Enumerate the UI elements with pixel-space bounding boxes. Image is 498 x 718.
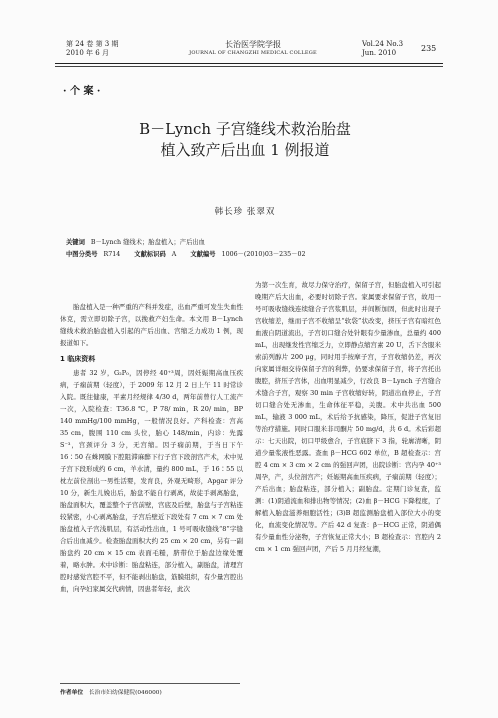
- clc-label: 中图分类号: [66, 251, 98, 258]
- section-heading: 1 临床资料: [60, 355, 96, 363]
- volume-info: [66, 40, 119, 58]
- issue-date-en: Jun. 2010: [362, 49, 397, 57]
- journal-name-cn: 长治医学院学报: [225, 40, 281, 49]
- clc-code: R714: [103, 251, 121, 258]
- keywords-label: 关键词: [66, 239, 85, 246]
- footnote: [60, 683, 240, 696]
- keywords: B－Lynch 缝线术；胎盘植入；产后出血: [90, 239, 205, 246]
- section-label: · 个 案 ·: [63, 86, 101, 97]
- page-number: 235: [421, 44, 437, 53]
- authors: 韩长珍 张翠双: [214, 207, 276, 217]
- keywords-row: [66, 237, 446, 249]
- title-line-2: 植入致产后出血 1 例报道: [160, 141, 330, 159]
- article-no: 1006－(2010)03－235－02: [221, 251, 306, 258]
- article-meta: [66, 237, 446, 261]
- doc-code-label: 文献标识码: [134, 251, 166, 258]
- issue-date: 2010 年 6 月: [66, 49, 109, 57]
- case-paragraph-continued: 为第一次生育，故尽力保守治疗，保留子宫，但胎盘植入可引起晚期产后大出血，必要时切除子宫。家属要求保留子宫，故用一号可吸收缝线连续缝合子宫浆肌层，并间断加固，但此时出现子宫收缩差，继而子宫不收缩呈“软袋”状改变，挤压子宫有暗红色血液自阴道流出，子宫切口缝合处针眼有少量渗血，总量约 400 mL，出现继发性宫缩乏力，立即静点缩宫素 20 U，舌下含服米索前列醇片 200 μg，同时用手按摩子宫，子宫收缩仍差，再次向家属详细交待保留子宫的利弊，仍要求保留子宫，将子宫托出腹腔，挤压子宫体，出血明显减少，行改良 B－Lynch 子宫缝合术缝合子宫，观察 30 min 子宫收缩好转，阴道出血停止，子宫切口缝合处无渗血，生命体征平稳，关腹。术中共出血 500 mL，输液 3 000 mL，术后给予抗感染，降压，促进子宫复旧等治疗措施。同时口服米非司酮片 50 mg/d，共 6 d。术后彩超示：七天出院，切口甲级愈合，子宫底脐下 3 指，轮廓清晰，阴道少量浆液性恶露。查血 β－HCG 602 单位，B 超检查示：宫腔 4 cm × 3 cm × 2 cm 的强回声团，出院诊断：宫内孕 40⁺³周孕，产，头位剖宫产；妊娠期高血压疾病，子痫前期（轻度）；产后出血；胎盘粘连，部分植入；副胎盘。定期门诊复查，监测：(1)阴道流血和排出物等情况；(2)血 β－HCG 下降程度，了解植入胎盘滋养细胞活性；(3)B 超监测胎盘植入部位大小的变化，血流变化情况等。产后 42 d 复查：β－HCG 正常，阴道偶有少量血性分泌物，子宫恢复正常大小；B 超检查示：宫腔内 2 cm × 1 cm 强回声团，产后 5 月月经复潮，: [255, 281, 441, 553]
- footnote-text: 长治市妇幼保健院(046000): [88, 690, 162, 696]
- volume-issue: 第 24 卷 第 3 期: [66, 40, 119, 48]
- left-column: [60, 301, 243, 595]
- doc-code: A: [171, 251, 177, 258]
- title-line-1: B－Lynch 子宫缝线术救治胎盘: [139, 120, 351, 138]
- volume-issue-en: Vol.24 No.3: [362, 40, 404, 48]
- journal-name: [178, 40, 328, 58]
- intro-paragraph: 胎盘植入是一种严重的产科并发症，出血严重可发生失血性休克，需立即切除子宫，以挽救产妇生命。本文用 B－Lynch 缝线术救治胎盘植入引起的产后出血、宫缩乏力成功 1 例，现报道如下。: [60, 303, 243, 347]
- running-header: [0, 40, 498, 64]
- classification-row: [66, 249, 446, 261]
- journal-name-en: JOURNAL OF CHANGZHI MEDICAL COLLEGE: [189, 50, 317, 56]
- header-rule-thick: [55, 63, 443, 64]
- footnote-label: 作者单位: [60, 690, 84, 696]
- article-title: [60, 119, 430, 161]
- article-no-label: 文献编号: [190, 251, 216, 258]
- volume-info-en: [362, 40, 403, 58]
- right-column: [255, 279, 441, 555]
- header-rule-thin: [55, 66, 443, 67]
- case-paragraph: 患者 32 岁，G₂P₀，因停经 40⁺³周，因妊娠期高血压疾病，子痫前期（轻度），于 2009 年 12 月 2 日上午 11 时常诊入院。既往健康，平素月经规律 4/30 d，两年前曾行人工流产一次，入院检查：T36.8 ℃，P 78/ min，R 20/ min，BP 140 mmHg/100 mmHg，一般情况良好。产科检查：宫高 35 cm，腹围 110 cm 头位，胎心 148/min，内诊：先露 S⁻³，宫颈评分 3 分，无宫缩。因子痫前期，于当日下午 16∶50 在蛛网膜下腔阻滞麻醉下行子宫下段剖宫产术，术中见子宫下段形成约 6 cm，羊水清，量约 800 mL，于 16∶55 以枕左前位剖出一男性活婴，发育良，外观无畸形，Apgar 评分 10 分，新生儿娩出后，胎盘不能自行剥离，故徒手剥离胎盘，胎盘面积大，覆盖整个子宫前壁，宫底及后壁，胎盘与子宫粘连较紧密，小心剥离胎盘，子宫后壁近下段处有 7 cm × 7 cm 处胎盘植入子宫浅肌层，有活动性出血，1 号可吸收缝线“8”字缝合后出血减少。检查胎盘面积大约 25 cm × 20 cm，另有一副胎盘约 20 cm × 15 cm 表面毛糙，脐带位于胎盘边缘处覆着，略水肿。术中诊断：胎盘粘连，部分植入，副胎盘，清理宫腔时感觉宫腔不平，但不能剥出胎盘，筋膜组织，有少量宫腔出血，向孕妇家属交代病情，因患者年轻，此次: [60, 369, 243, 593]
